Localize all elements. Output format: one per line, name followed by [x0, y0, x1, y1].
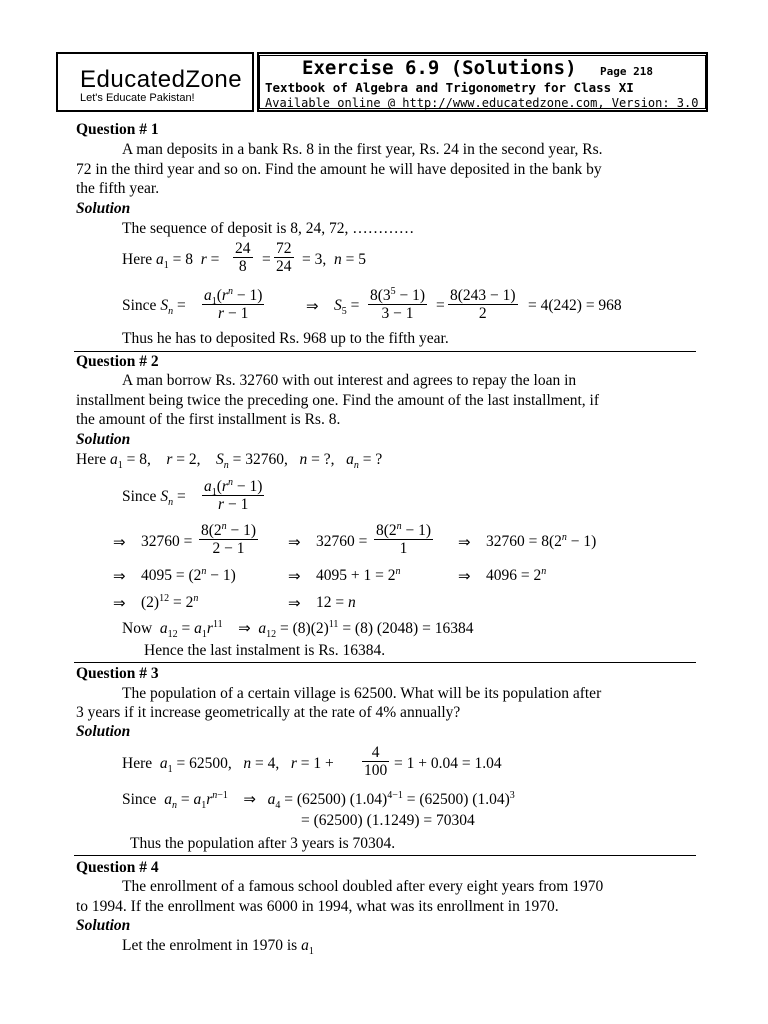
q3-rate-frac: 4 100	[364, 744, 388, 779]
q2-last-term: Now $a_{12} = a_1r^{11}$ ⇒ $a_{12} = (8)(2)^{11} = (8) (2048) = 16384$	[122, 618, 474, 641]
question-1-text-line-1: A man deposits in a bank Rs. 8 in the first year, Rs. 24 in the second year, Rs.	[122, 141, 603, 158]
divider	[74, 662, 696, 663]
q2-frac-b: $8(2^n - 1)$ 1	[376, 520, 432, 557]
question-3-text-line-1: The population of a certain village is 62500. What will be its population after	[122, 685, 602, 702]
question-4-let-text: Let the enrolment in 1970 is	[122, 937, 298, 954]
question-4-heading: Question # 4	[76, 859, 159, 876]
q1-sn-formula: $a_1(r^n - 1)$ r − 1	[204, 285, 263, 322]
question-1-sequence: The sequence of deposit is 8, 24, 72, …………	[122, 220, 415, 237]
question-1-text-line-2: 72 in the third year and so on. Find the amount he will have deposited in the bank by	[76, 161, 602, 178]
question-3-solution-label: Solution	[76, 723, 131, 740]
q3-given-values: Here $a_1 = 62500$, n = 4, r = 1 +	[122, 755, 334, 776]
question-2-heading: Question # 2	[76, 353, 159, 370]
textbook-subtitle: Textbook of Algebra and Trigonometry for Class XI	[265, 80, 634, 95]
q1-here-eq: Here $a_1 = 8$ r =	[122, 251, 220, 272]
q2-sn-formula: $a_1(r^n - 1)$ r − 1	[204, 476, 263, 513]
question-3-conclusion: Thus the population after 3 years is 70304.	[130, 835, 396, 852]
q2-since-eq: Since $S_n$ =	[122, 488, 186, 509]
q3-result-eq: = (62500) (1.1249) = 70304	[301, 812, 475, 829]
question-2-text-line-3: the amount of the first installment is Rs. 8.	[76, 411, 341, 428]
q1-since-eq: Since $S_n$ =	[122, 297, 186, 318]
divider	[74, 351, 696, 352]
question-3-text-line-2: 3 years if it increase geometrically at the rate of 4% annually?	[76, 704, 461, 721]
question-1-heading: Question # 1	[76, 121, 159, 138]
question-4-text-line-2: to 1994. If the enrollment was 6000 in 1994, what was its enrollment in 1970.	[76, 898, 559, 915]
question-2-conclusion: Hence the last instalment is Rs. 16384.	[144, 642, 386, 659]
q1-frac-24-8: 24 8	[235, 240, 251, 275]
implies-arrow: ⇒	[306, 297, 319, 315]
question-2-text-line-1: A man borrow Rs. 32760 with out interest and agrees to repay the loan in	[122, 372, 577, 389]
availability-line: Available online @ http://www.educatedzone.com, Version: 3.0	[265, 96, 699, 110]
question-1-solution-label: Solution	[76, 200, 131, 217]
question-4-solution-label: Solution	[76, 917, 131, 934]
q1-frac-72-24: 72 24	[276, 240, 292, 275]
exercise-title: Exercise 6.9 (Solutions)	[302, 57, 577, 79]
question-1-conclusion: Thus he has to deposited Rs. 968 up to the fifth year.	[122, 330, 449, 347]
question-1-text-line-3: the fifth year.	[76, 180, 160, 197]
q2-frac-a: $8(2^n - 1)$ 2 − 1	[201, 520, 257, 557]
q1-s5-frac-1: $8(3^5 - 1)$ 3 − 1	[370, 285, 426, 322]
brand-tagline: Let's Educate Pakistan!	[80, 92, 195, 104]
q1-s5-frac-2: 8(243 − 1) 2	[450, 287, 516, 322]
page-number: Page 218	[600, 65, 653, 78]
q3-since-eq: Since $a_n = a_1r^{n-1}$ ⇒ $a_4 = (62500) (1.04)^{4-1} = (62500)$ $(1.04)^3$	[122, 789, 515, 812]
brand-logo-text: EducatedZone	[80, 66, 243, 93]
q2-given-values: Here $a_1 = 8$, r = 2, $S_n = 32760$, n = ?, $a_n$ = ?	[76, 451, 383, 472]
question-2-solution-label: Solution	[76, 431, 131, 448]
question-2-text-line-2: installment being twice the preceding one. Find the amount of the last installment, if	[76, 392, 600, 409]
question-4-let-line: Let the enrolment in 1970 is $a_1$	[122, 937, 314, 958]
divider	[74, 855, 696, 856]
question-4-text-line-1: The enrollment of a famous school doubled after every eight years from 1970	[122, 878, 604, 895]
question-3-heading: Question # 3	[76, 665, 159, 682]
